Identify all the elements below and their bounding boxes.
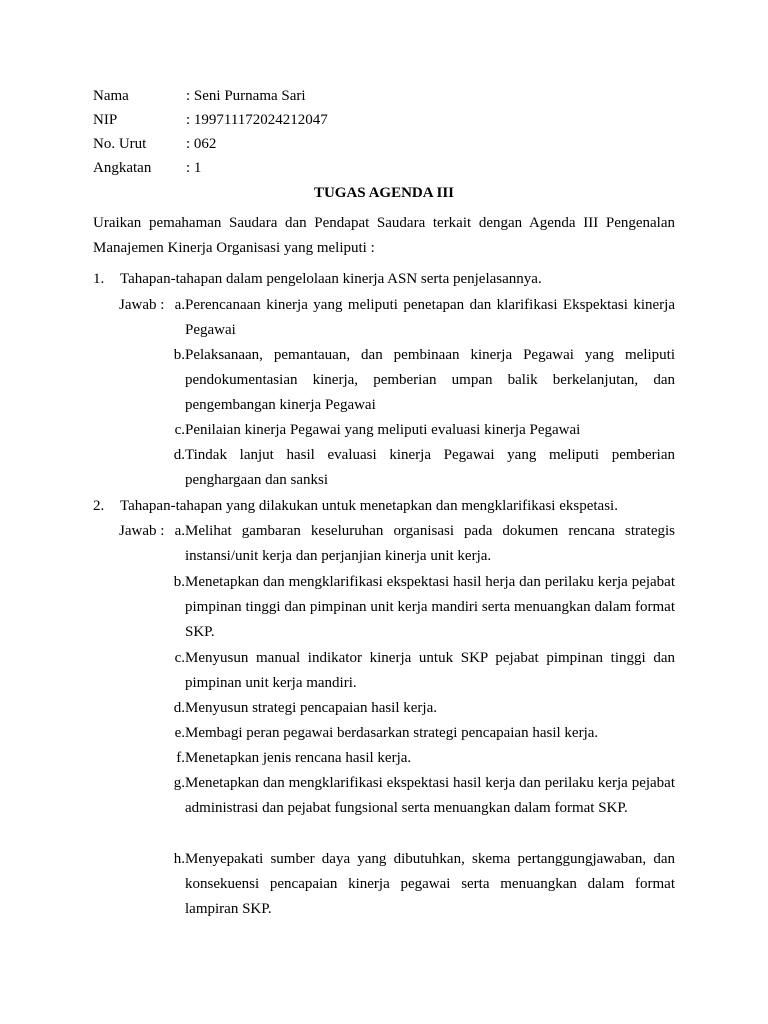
- jawab-label: Jawab :: [119, 523, 165, 539]
- answer-letter: d.: [173, 700, 185, 716]
- answer-text: Menyusun manual indikator kinerja untuk SKP pejabat pimpinan tinggi dan pimpinan unit kerja mandiri.: [185, 650, 675, 691]
- answer-letter: e.: [174, 725, 185, 741]
- answer-letter: d.: [173, 447, 185, 463]
- identity-value: : 1: [186, 160, 202, 176]
- question-number: 1.: [93, 271, 105, 287]
- identity-label: Angkatan: [93, 160, 152, 176]
- identity-label: NIP: [93, 112, 118, 128]
- answer-text: Pelaksanaan, pemantauan, dan pembinaan kinerja Pegawai yang meliputi pendokumentasian kinerja, pemberian umpan balik berkelanjutan, dan pengembangan kinerja Pegawai: [185, 347, 675, 413]
- answer-text: Membagi peran pegawai berdasarkan strategi pencapaian hasil kerja.: [185, 725, 599, 741]
- answer-letter: b.: [173, 574, 185, 590]
- answer-text: Menetapkan dan mengklarifikasi ekspektasi hasil herja dan perilaku kerja pejabat pimpinan tinggi dan pimpinan unit kerja mandiri serta menuangkan dalam format SKP.: [185, 574, 675, 640]
- answer-text: Menetapkan dan mengklarifikasi ekspektasi hasil kerja dan perilaku kerja pejabat administrasi dan pejabat fungsional serta menuangkan dalam format SKP.: [185, 775, 675, 816]
- answer-text: Melihat gambaran keseluruhan organisasi pada dokumen rencana strategis instansi/unit kerja dan perjanjian kinerja unit kerja.: [185, 523, 675, 564]
- answer-letter: f.: [176, 750, 185, 766]
- identity-label: Nama: [93, 88, 129, 104]
- intro-paragraph: Uraikan pemahaman Saudara dan Pendapat Saudara terkait dengan Agenda III Pengenalan Manajemen Kinerja Organisasi yang meliputi :: [93, 215, 675, 256]
- answer-letter: h.: [173, 851, 185, 867]
- question-number: 2.: [93, 498, 105, 514]
- identity-label: No. Urut: [93, 136, 147, 152]
- jawab-label: Jawab :: [119, 297, 165, 313]
- answer-letter: c.: [174, 650, 185, 666]
- question-text: Tahapan-tahapan dalam pengelolaan kinerja ASN serta penjelasannya.: [120, 271, 542, 287]
- answer-text: Perencanaan kinerja yang meliputi penetapan dan klarifikasi Ekspektasi kinerja Pegawai: [185, 297, 675, 338]
- answer-letter: g.: [173, 775, 185, 791]
- identity-value: : 062: [186, 136, 217, 152]
- answer-letter: c.: [174, 422, 185, 438]
- question-text: Tahapan-tahapan yang dilakukan untuk menetapkan dan mengklarifikasi ekspetasi.: [120, 498, 618, 514]
- answer-text: Menetapkan jenis rencana hasil kerja.: [185, 750, 412, 766]
- identity-value: : Seni Purnama Sari: [186, 88, 306, 104]
- answer-letter: a.: [174, 297, 185, 313]
- answer-letter: b.: [173, 347, 185, 363]
- answer-letter: a.: [174, 523, 185, 539]
- answer-text: Tindak lanjut hasil evaluasi kinerja Pegawai yang meliputi pemberian penghargaan dan sanksi: [185, 447, 675, 488]
- document-title: TUGAS AGENDA III: [313, 185, 455, 201]
- answer-text: Penilaian kinerja Pegawai yang meliputi evaluasi kinerja Pegawai: [185, 422, 581, 438]
- answer-text: Menyepakati sumber daya yang dibutuhkan, skema pertanggungjawaban, dan konsekuensi pencapaian kinerja pegawai serta menuangkan dalam format lampiran SKP.: [185, 851, 675, 917]
- answer-text: Menyusun strategi pencapaian hasil kerja.: [185, 700, 437, 716]
- identity-value: : 199711172024212047: [186, 112, 328, 128]
